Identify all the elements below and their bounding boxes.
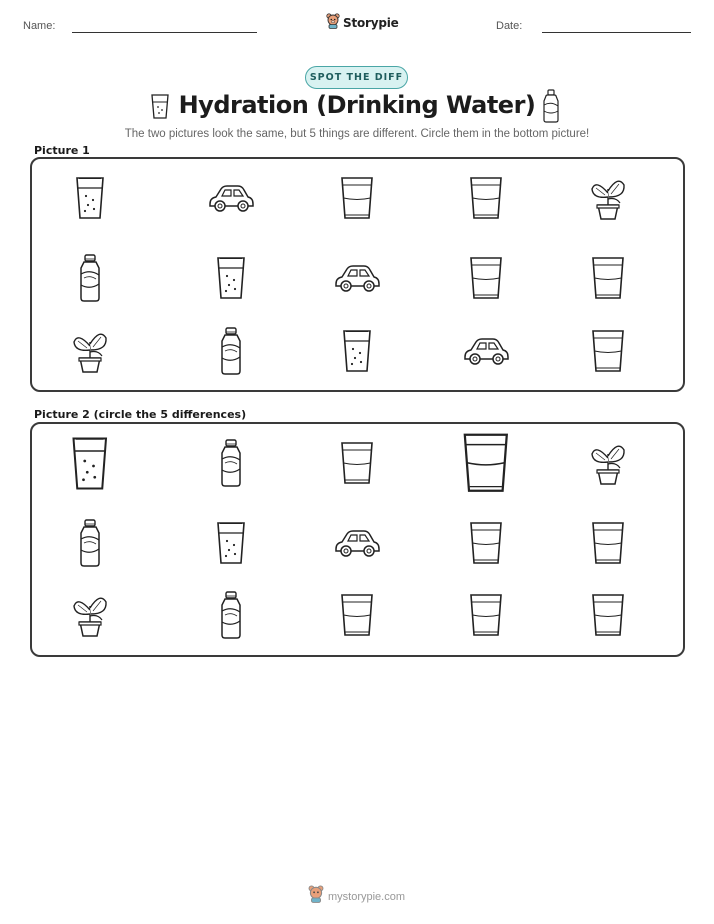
glass-water-icon [469, 176, 503, 220]
glass-bubbles-icon[interactable] [71, 436, 109, 491]
brand-name: Storypie [343, 16, 399, 30]
bottle-icon[interactable] [78, 519, 102, 567]
bottle-icon [78, 254, 102, 302]
plant-icon[interactable] [70, 592, 110, 638]
bottle-icon[interactable] [219, 591, 243, 639]
glass-water-icon[interactable] [340, 441, 374, 485]
glass-bubbles-icon [216, 256, 246, 300]
car-icon [207, 182, 255, 214]
bottle-icon[interactable] [219, 439, 243, 487]
brand-logo [326, 13, 399, 33]
glass-water-icon [340, 176, 374, 220]
glass-water-icon [469, 256, 503, 300]
glass-water-icon [591, 256, 625, 300]
glass-water-icon [591, 329, 625, 373]
car-icon [462, 335, 510, 367]
date-label: Date: [496, 20, 523, 32]
plant-icon [70, 328, 110, 374]
glass-water-icon[interactable] [591, 593, 625, 637]
name-label: Name: [23, 20, 56, 32]
glass-bubbles-icon[interactable] [216, 521, 246, 565]
footer [308, 885, 405, 908]
glass-water-icon[interactable] [469, 593, 503, 637]
bear-mascot-icon [326, 13, 340, 34]
car-icon[interactable] [333, 527, 381, 559]
page-title: Hydration (Drinking Water) [178, 91, 536, 119]
date-field[interactable] [542, 32, 691, 33]
name-field[interactable] [72, 32, 257, 33]
glass-water-icon[interactable] [340, 593, 374, 637]
footer-url: mystorypie.com [328, 890, 406, 903]
glass-water-icon[interactable] [462, 432, 510, 494]
glass-bubbles-icon [75, 176, 105, 220]
glass-bubbles-icon [342, 329, 372, 373]
glass-water-icon[interactable] [591, 521, 625, 565]
picture-2-label: Picture 2 (circle the 5 differences) [34, 408, 247, 421]
car-icon [333, 262, 381, 294]
bottle-icon [219, 327, 243, 375]
bottle-icon [541, 89, 561, 128]
glass-water-icon[interactable] [469, 521, 503, 565]
instructions: The two pictures look the same, but 5 things are different. Circle them in the bottom picture! [124, 128, 590, 140]
picture-1-label: Picture 1 [34, 144, 90, 157]
bear-mascot-icon [308, 885, 324, 908]
plant-icon [588, 175, 628, 221]
activity-badge: SPOT THE DIFF [305, 66, 408, 89]
plant-icon[interactable] [588, 440, 628, 486]
worksheet-header [0, 0, 714, 50]
